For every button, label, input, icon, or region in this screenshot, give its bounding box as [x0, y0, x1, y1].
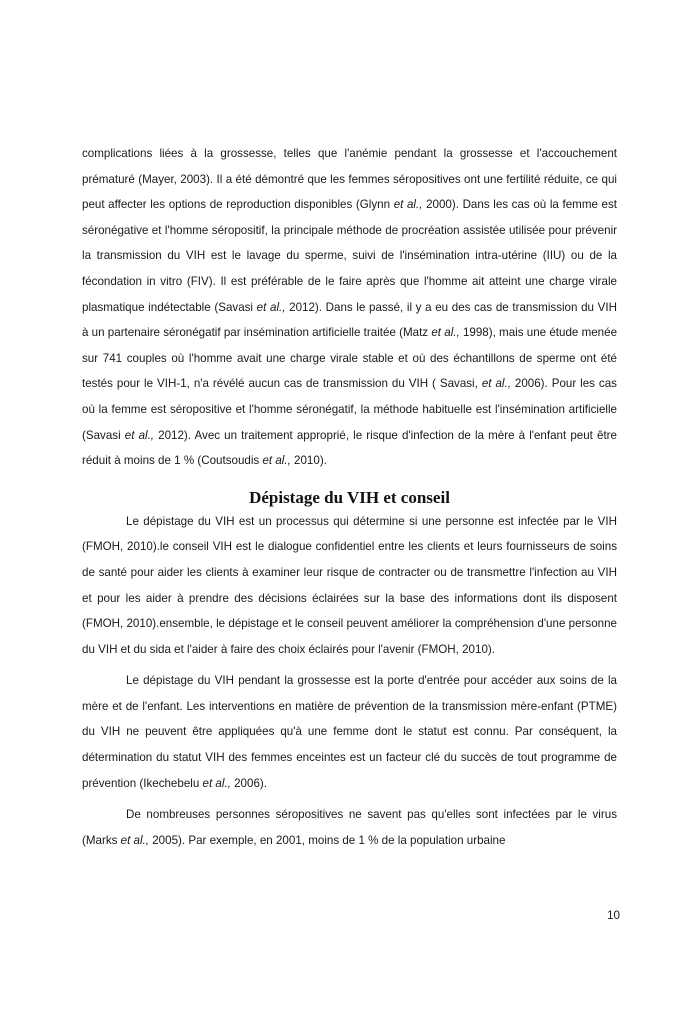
paragraph-pregnancy-testing: Le dépistage du VIH pendant la grossesse est la porte d'entrée pour accéder aux soins de la mère et de l'enfant. Les interventions en matière de prévention de la transmission mère-enfant (PTME) du VIH ne peuvent être appliquées qu'à une femme dont le statut est connu. Par conséquent, la détermination du statut VIH des femmes enceintes est un facteur clé du succès de tout programme de prévention (Ikechebelu et al., 2006).	[82, 674, 617, 790]
document-page	[82, 141, 617, 853]
paragraph-hiv-testing: Le dépistage du VIH est un processus qui détermine si une personne est infectée par le VIH (FMOH, 2010).le conseil VIH est le dialogue confidentiel entre les clients et leurs fournisseurs de soins de santé pour aider les clients à examiner leur risque de contracter ou de transmettre l'infection au VIH et pour les aider à prendre des décisions éclairées sur la base des informations dont ils disposent (FMOH, 2010).ensemble, le dépistage et le conseil peuvent améliorer la compréhension d'une personne du VIH et du sida et l'aider à faire des choix éclairés pour l'avenir (FMOH, 2010).	[82, 514, 617, 656]
section-heading: Dépistage du VIH et conseil	[249, 487, 450, 507]
paragraph-unaware-status: De nombreuses personnes séropositives ne savent pas qu'elles sont infectées par le virus (Marks et al., 2005). Par exemple, en 2001, moins de 1 % de la population urbaine	[82, 808, 617, 847]
page-number: 10	[607, 909, 620, 922]
intro-paragraph: complications liées à la grossesse, telles que l'anémie pendant la grossesse et l'accouchement prématuré (Mayer, 2003). Il a été démontré que les femmes séropositives ont une fertilité réduite, ce qui peut affecter les options de reproduction disponibles (Glynn et al., 2000). Dans les cas où la femme est séronégative et l'homme séropositif, la principale méthode de procréation assistée utilisée pour prévenir la transmission du VIH est le lavage du sperme, suivi de l'insémination intra-utérine (IIU) ou de la fécondation in vitro (FIV). Il est préférable de le faire après que l'homme ait atteint une charge virale plasmatique indétectable (Savasi et al., 2012). Dans le passé, il y a eu des cas de transmission du VIH à un partenaire séronégatif par insémination artificielle traitée (Matz et al., 1998), mais une étude menée sur 741 couples où l'homme avait une charge virale stable et où des échantillons de sperme ont été testés pour le VIH-1, n'a révélé aucun cas de transmission du VIH ( Savasi, et al., 2006). Pour les cas où la femme est séropositive et l'homme séronégatif, la méthode habituelle est l'insémination artificielle (Savasi et al., 2012). Avec un traitement approprié, le risque d'infection de la mère à l'enfant peut être réduit à moins de 1 % (Coutsoudis et al., 2010).	[82, 147, 618, 468]
